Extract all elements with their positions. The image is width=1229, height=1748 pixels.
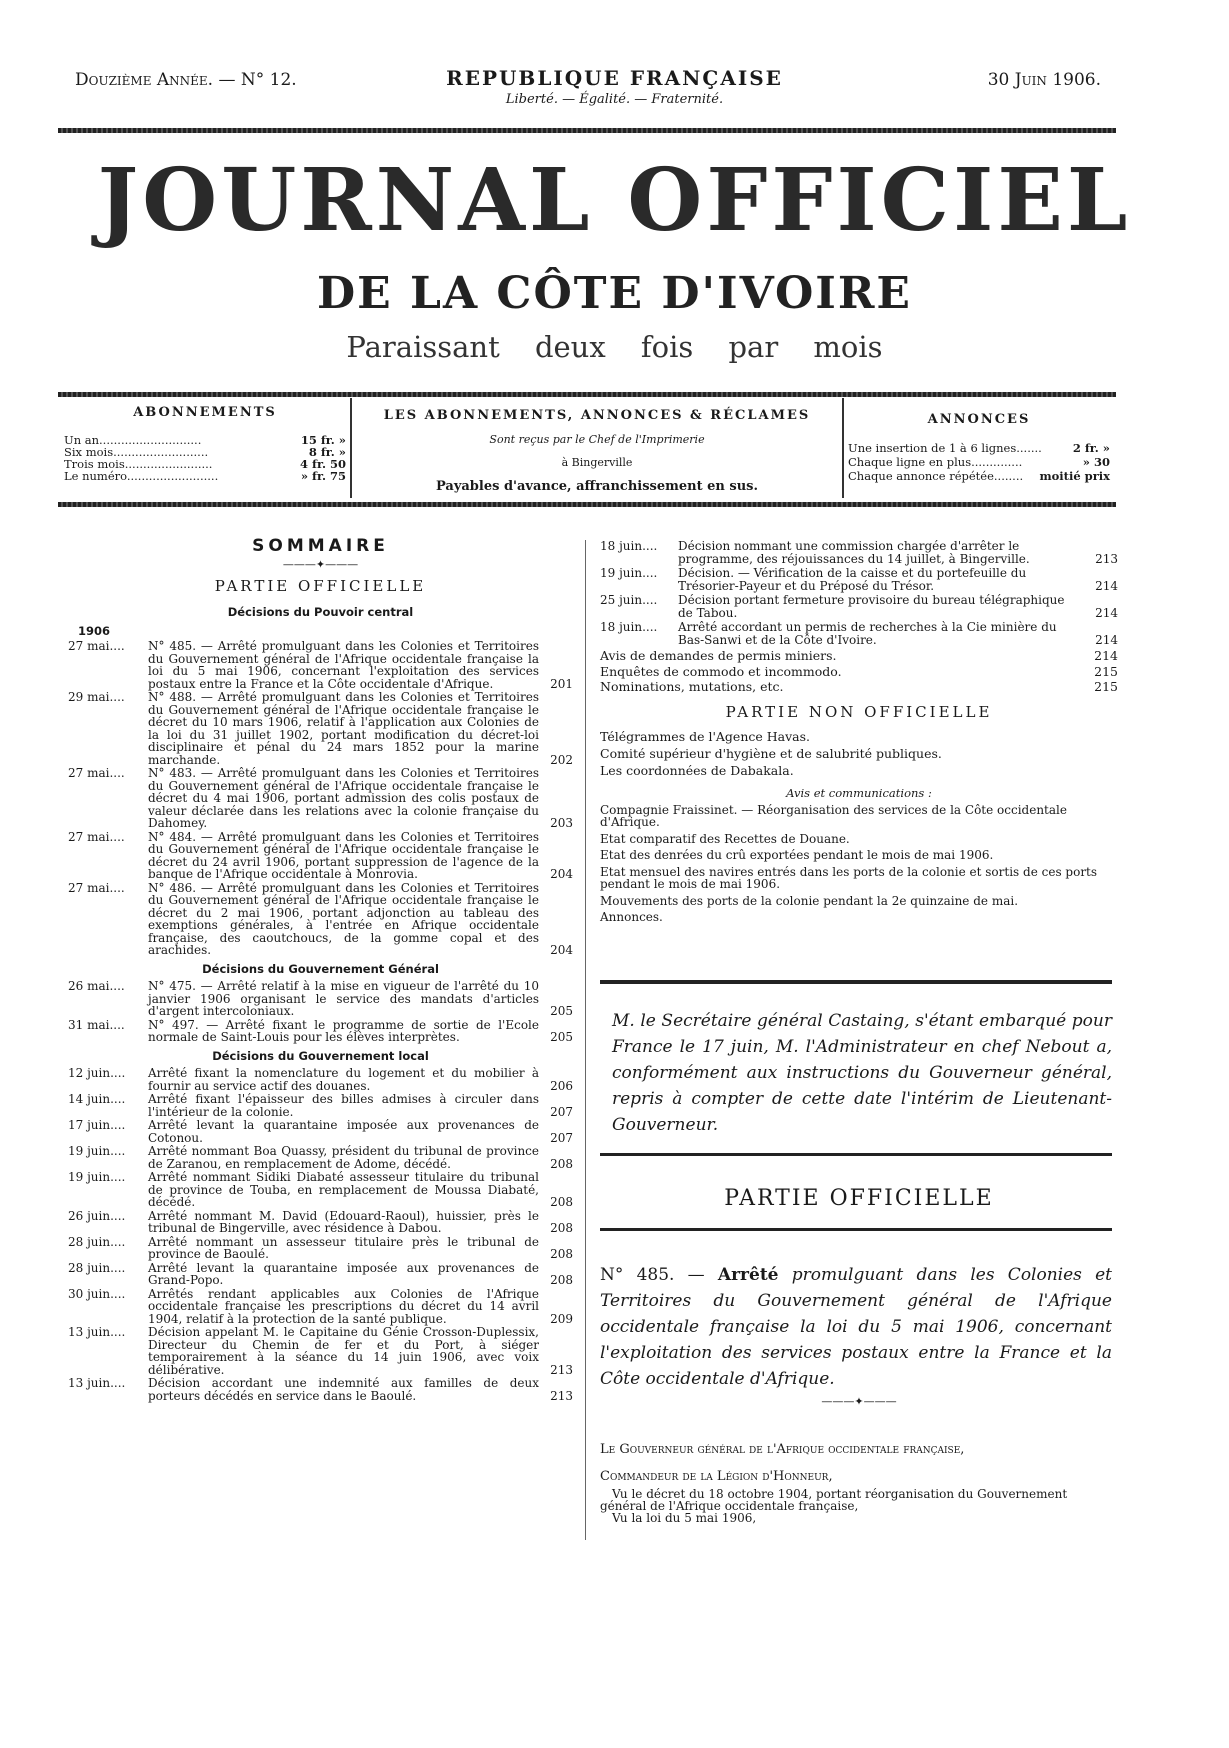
list-item: 30 juin.... Arrêtés rendant applicables aux Colonies de l'Afrique occidentale française les prescriptions du décret du 14 avril 1904, relatif à la protection de la santé publique. 209 (68, 1286, 573, 1326)
list-item: 13 juin.... Décision appelant M. le Capitaine du Génie Crosson-Duplessix, Directeur du Chemin de fer et du Port, à siéger temporairement à la séance du 14 juin 1906, avec voix délibérative. 213 (68, 1325, 573, 1377)
list-item: 28 juin.... Arrêté levant la quarantaine imposée aux provenances de Grand-Popo. 208 (68, 1260, 573, 1287)
list-item: 13 juin.... Décision accordant une indemnité aux familles de deux porteurs décédés en service dans le Baoulé. 213 (68, 1376, 573, 1403)
vu-block: Vu le décret du 18 octobre 1904, portant réorganisation du Gouvernement général de l'Afrique occidentale française, Vu la loi du 5 mai 1906, (600, 1487, 1068, 1525)
list-item: Nominations, mutations, etc. 215 (600, 679, 1118, 694)
list-item: Annonces. (600, 910, 663, 924)
section-heading: Décisions du Pouvoir central (227, 605, 414, 619)
sommaire-column (68, 536, 573, 1403)
list-item: Etat des denrées du crû exportées pendant le mois de mai 1906. (600, 848, 994, 862)
list-item: Enquêtes de commodo et incommodo. 215 (600, 663, 1118, 679)
column-divider (585, 540, 586, 1540)
divider-rule (600, 980, 1112, 984)
price-row: Trois mois........................ 4 fr. 50 (64, 457, 346, 471)
box-divider-right (842, 398, 844, 498)
arrete-paragraph: N° 485. — Arrêté promulguant dans les Colonies et Territoires du Gouvernement général de l'Afrique occidentale française la loi du 5 mai 1906, concernant l'exploitation des services postaux entre la France et la Côte occidentale d'Afrique. (600, 1265, 1113, 1389)
divider-rule (600, 1228, 1112, 1231)
ornament: ———✦——— (282, 558, 359, 571)
list-item: 31 mai.... N° 497. — Arrêté fixant le programme de sortie de l'Ecole normale de Saint-Louis pour les élèves interprètes. 205 (68, 1017, 573, 1044)
list-item: 27 mai.... N° 483. — Arrêté promulguant dans les Colonies et Territoires du Gouvernement général de l'Afrique occidentale française le décret du 4 mai 1906, portant admission des colis postaux de valeur déclarée dans les relations avec la colonie française du Dahomey. 203 (68, 766, 573, 830)
list-item: Mouvements des ports de la colonie pendant la 2e quinzaine de mai. (600, 893, 1019, 908)
year-label: 1906 (78, 624, 111, 638)
list-item: Avis de demandes de permis miniers. 214 (600, 648, 1118, 663)
list-item: Télégrammes de l'Agence Havas. (600, 729, 810, 744)
center-box (356, 408, 838, 494)
journal-title: JOURNAL OFFICIEL (97, 150, 1132, 251)
price-row: Chaque annonce répétée........ moitié prix (848, 469, 1110, 483)
notice-paragraph: M. le Secrétaire général Castaing, s'étant embarqué pour France le 17 juin, M. l'Administrateur en chef Nebout a, conformément aux instructions du Gouverneur général, repris à compter de cette date l'intérim de Lieutenant-Gouverneur. (612, 1011, 1112, 1135)
sec1-list (68, 640, 573, 1402)
price-row: Une insertion de 1 à 6 lignes....... 2 fr. » (848, 441, 1110, 455)
center-box-line2: à Bingerville (561, 456, 633, 469)
ornament: ———✦——— (821, 1395, 897, 1408)
center-box-line3: Payables d'avance, affranchissement en sus. (435, 479, 759, 494)
center-box-title: LES ABONNEMENTS, ANNONCES & RÉCLAMES (383, 408, 811, 423)
section-heading: Décisions du Gouvernement Général (202, 961, 439, 976)
list-item: 14 juin.... Arrêté fixant l'épaisseur des billes admises à circuler dans l'intérieur de la colonie. 207 (68, 1092, 573, 1119)
price-row: Le numéro......................... » fr. 75 (64, 469, 346, 483)
box-divider-left (350, 398, 352, 498)
list-item: 27 mai.... N° 485. — Arrêté promulguant dans les Colonies et Territoires du Gouvernement général de l'Afrique occidentale française la loi du 5 mai 1906, concernant l'exploitation des services postaux entre la France et la Côte occidentale d'Afrique. 201 (68, 639, 573, 691)
list-item: 19 juin.... Arrêté nommant Boa Quassy, président du tribunal de province de Zaranou, en remplacement de Adome, décédé. 208 (68, 1144, 573, 1171)
top-rule (58, 128, 1116, 133)
list-item: 28 juin.... Arrêté nommant un assesseur titulaire près le tribunal de province de Baoulé. 208 (68, 1234, 573, 1261)
list-item: Comité supérieur d'hygiène et de salubrité publiques. (600, 746, 942, 761)
list-item: 17 juin.... Arrêté levant la quarantaine imposée aux provenances de Cotonou. 207 (68, 1118, 573, 1145)
list-item: 19 juin.... Décision. — Vérification de la caisse et du portefeuille du Trésorier-Payeur et du Préposé du Trésor. 214 (600, 566, 1118, 593)
section-heading: Décisions du Gouvernement local (212, 1048, 429, 1063)
partie-non-officielle-heading: PARTIE NON OFFICIELLE (725, 702, 993, 721)
divider-rule (600, 1153, 1112, 1156)
republic-title: REPUBLIQUE FRANÇAISE (446, 66, 783, 90)
list-item: 27 mai.... N° 486. — Arrêté promulguant dans les Colonies et Territoires du Gouvernement général de l'Afrique occidentale française le décret du 2 mai 1906, portant adjonction au tableau des exemptions générales, à l'entrée en Afrique occidentale française, des caoutchoucs, de la gomme copal et des arachides. 204 (68, 880, 573, 957)
box-top-rule (58, 392, 1116, 397)
journal-subtitle: DE LA CÔTE D'IVOIRE (317, 268, 912, 319)
list-item: 19 juin.... Arrêté nommant Sidiki Diabaté assesseur titulaire du tribunal de province de Touba, en remplacement de Moussa Diabaté, décédé. 208 (68, 1170, 573, 1209)
list-item: Etat mensuel des navires entrés dans les ports de la colonie et sortis de ces ports pendant le mois de mai 1906. (600, 864, 1098, 891)
list-item: 26 mai.... N° 475. — Arrêté relatif à la mise en vigueur de l'arrêté du 10 janvier 1906 organisant le service des mandats d'articles d'argent intercoloniaux. 205 (68, 979, 573, 1018)
annonces-title: ANNONCES (927, 412, 1031, 427)
annonces-box (848, 412, 1110, 483)
tagline: Paraissant deux fois par mois (346, 330, 883, 364)
list-item: 27 mai.... N° 484. — Arrêté promulguant dans les Colonies et Territoires du Gouvernement général de l'Afrique occidentale française le décret du 24 avril 1906, portant suppression de l'agence de la banque de l'Afrique occidentale à Monrovia. 204 (68, 829, 573, 881)
motto: Liberté. — Égalité. — Fraternité. (505, 92, 724, 107)
center-box-line1: Sont reçus par le Chef de l'Imprimerie (489, 433, 705, 446)
list-item: 18 juin.... Décision nommant une commission chargée d'arrêter le programme, des réjouissances du 14 juillet, à Bingerville. 213 (600, 539, 1118, 566)
sommaire-title: SOMMAIRE (252, 536, 389, 556)
abonnements-box (64, 405, 346, 482)
partie-officielle-title: PARTIE OFFICIELLE (724, 1186, 994, 1211)
box-bottom-rule (58, 502, 1116, 507)
price-row: Un an............................ 15 fr. » (64, 433, 346, 447)
partie-officielle-heading: PARTIE OFFICIELLE (214, 577, 427, 595)
list-item: 25 juin.... Décision portant fermeture provisoire du bureau télégraphique de Tabou. 214 (600, 593, 1118, 620)
avis-title: Avis et communications : (786, 786, 932, 800)
list-item: 18 juin.... Arrêté accordant un permis de recherches à la Cie minière du Bas-Sanwi et de la Côte d'Ivoire. 214 (600, 620, 1118, 647)
list-item: 26 juin.... Arrêté nommant M. David (Edouard-Raoul), huissier, près le tribunal de Bingerville, avec résidence à Dabou. 208 (68, 1208, 573, 1235)
list-item: Compagnie Fraissinet. — Réorganisation des services de la Côte occidentale d'Afrique. (600, 802, 1067, 829)
price-row: Chaque ligne en plus.............. » 30 (848, 455, 1110, 469)
gouverneur-block: Le Gouverneur général de l'Afrique occidentale française, Commandeur de la Légion d'Honneur, (600, 1442, 965, 1484)
issue-number: Douzième Année. — N° 12. (75, 70, 297, 90)
list-item: 29 mai.... N° 488. — Arrêté promulguant dans les Colonies et Territoires du Gouvernement général de l'Afrique occidentale française le décret du 10 mars 1906, relatif à l'application aux Colonies de la loi du 31 juillet 1902, portant modification du décret-loi disciplinaire et pénal du 24 mars 1852 pour la marine marchande. 202 (68, 690, 573, 767)
price-row: Six mois.......................... 8 fr. » (64, 445, 346, 459)
abonnements-title: ABONNEMENTS (133, 405, 277, 420)
right-column (600, 540, 1118, 924)
issue-date: 30 Juin 1906. (987, 70, 1101, 90)
list-item: Etat comparatif des Recettes de Douane. (600, 831, 850, 846)
list-item: Les coordonnées de Dabakala. (600, 763, 794, 778)
list-item: 12 juin.... Arrêté fixant la nomenclature du logement et du mobilier à fournir au service actif des douanes. 206 (68, 1066, 573, 1093)
